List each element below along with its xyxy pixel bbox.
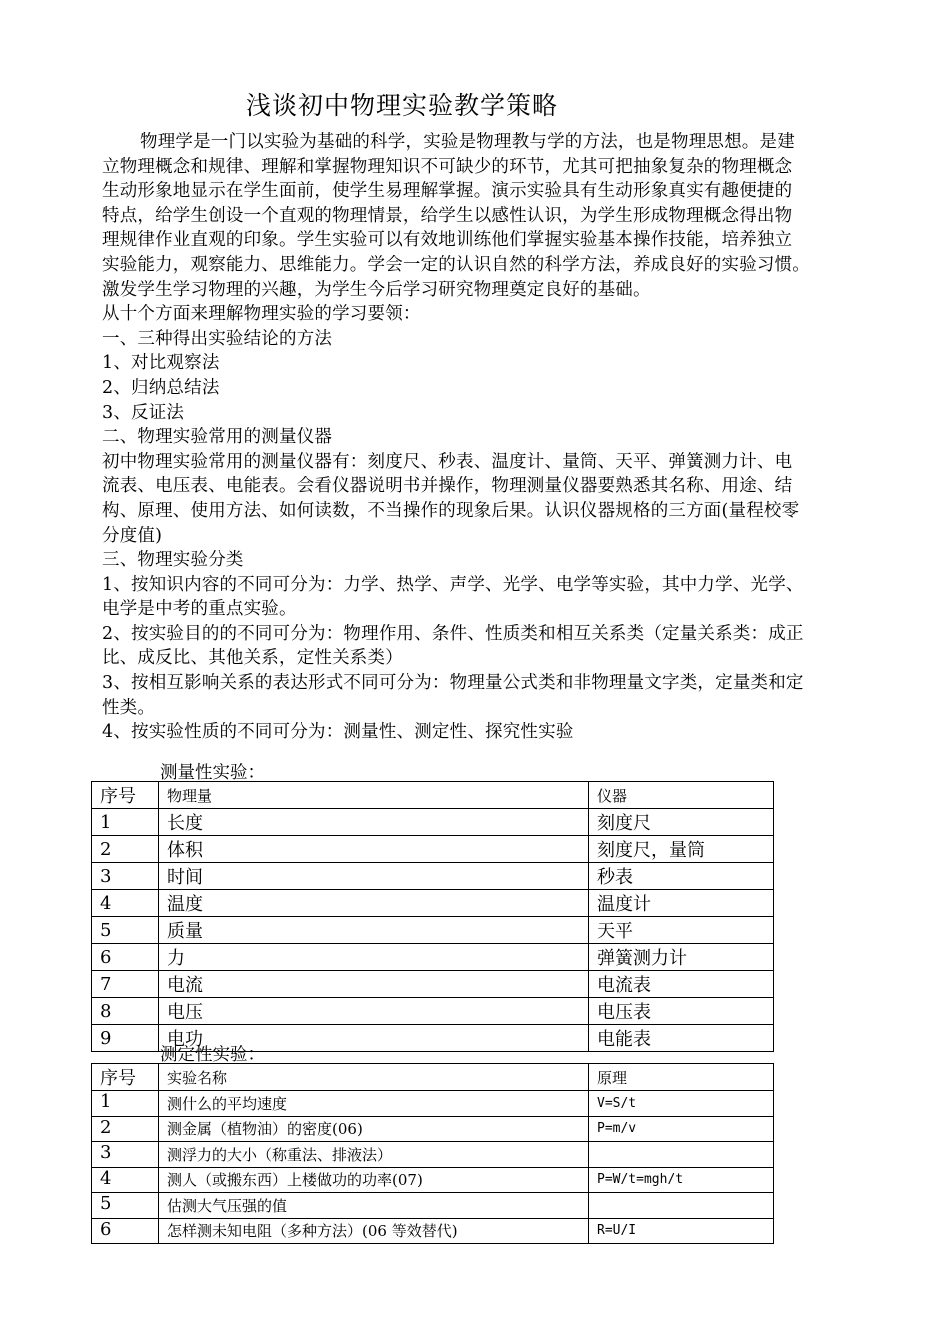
table-row xyxy=(92,998,774,1025)
formula-cell xyxy=(589,1193,774,1219)
formula-cell: P=W/t=mgh/t xyxy=(589,1167,774,1193)
header-cell: 物理量 xyxy=(159,782,589,809)
table-cell: 秒表 xyxy=(589,863,774,890)
formula-cell xyxy=(589,1142,774,1168)
intro-line: 物理学是一门以实验为基础的科学，实验是物理教与学的方法，也是物理思想。是建 xyxy=(140,132,795,152)
table-row xyxy=(92,863,774,890)
content-line: 初中物理实验常用的测量仪器有：刻度尺、秒表、温度计、量筒、天平、弹簧测力计、电 xyxy=(102,451,793,472)
table-cell: 3 xyxy=(92,863,159,890)
table-cell: 电功 xyxy=(159,1025,589,1052)
intro-line: 立物理概念和规律、理解和掌握物理知识不可缺少的环节，尤其可把抽象复杂的物理概念 xyxy=(102,156,793,177)
table-cell: 温度计 xyxy=(589,890,774,917)
header-cell: 实验名称 xyxy=(159,1064,589,1091)
table-cell: 7 xyxy=(92,971,159,998)
content-line: 构、原理、使用方法、如何读数，不当操作的现象后果。认识仪器规格的三方面(量程校零 xyxy=(102,500,800,521)
table-header-row xyxy=(92,782,774,809)
intro-line: 特点，给学生创设一个直观的物理情景，给学生以感性认识，为学生形成物理概念得出物 xyxy=(102,205,793,226)
list-item: 电学是中考的重点实验。 xyxy=(102,599,297,620)
list-item: 3、反证法 xyxy=(102,402,185,423)
table-cell: 2 xyxy=(92,1116,159,1142)
table-cell: 质量 xyxy=(159,917,589,944)
list-item: 4、按实验性质的不同可分为：测量性、测定性、探究性实验 xyxy=(102,722,574,743)
list-item: 性类。 xyxy=(102,697,156,718)
table-cell: 测人（或搬东西）上楼做功的功率(07) xyxy=(159,1167,589,1193)
table-cell: 测什么的平均速度 xyxy=(159,1091,589,1117)
determination-table xyxy=(91,1063,774,1244)
table-row xyxy=(92,1091,774,1117)
intro-line: 生动形象地显示在学生面前，使学生易理解掌握。演示实验具有生动形象真实有趣便捷的 xyxy=(102,181,793,202)
table-row xyxy=(92,836,774,863)
intro-line: 实验能力，观察能力、思维能力。学会一定的认识自然的科学方法，养成良好的实验习惯。 xyxy=(102,254,810,275)
table-cell: 电压表 xyxy=(589,998,774,1025)
table-cell: 5 xyxy=(92,1193,159,1219)
table-cell: 力 xyxy=(159,944,589,971)
table-cell: 1 xyxy=(92,1091,159,1117)
intro-line: 激发学生学习物理的兴趣，为学生今后学习研究物理奠定良好的基础。 xyxy=(102,279,651,300)
list-item: 1、对比观察法 xyxy=(102,353,220,374)
content-line: 从十个方面来理解物理实验的学习要领： xyxy=(102,304,421,325)
list-item: 3、按相互影响关系的表达形式不同可分为：物理量公式类和非物理量文字类，定量类和定 xyxy=(102,673,804,694)
table-cell: 3 xyxy=(92,1142,159,1168)
table-cell: 时间 xyxy=(159,863,589,890)
table-cell: 4 xyxy=(92,890,159,917)
list-item: 2、归纳总结法 xyxy=(102,377,220,398)
determination-table-caption: 测定性实验： xyxy=(160,1045,265,1065)
table-row xyxy=(92,809,774,836)
table-cell: 电压 xyxy=(159,998,589,1025)
table-cell: 8 xyxy=(92,998,159,1025)
table-cell: 2 xyxy=(92,836,159,863)
table-cell: 1 xyxy=(92,809,159,836)
measurement-table-caption: 测量性实验： xyxy=(160,763,265,783)
table-row xyxy=(92,1142,774,1168)
table-row xyxy=(92,944,774,971)
content-line: 分度值) xyxy=(102,525,163,546)
table-row xyxy=(92,917,774,944)
list-item: 2、按实验目的的不同可分为：物理作用、条件、性质类和相互关系类（定量关系类：成正 xyxy=(102,623,804,644)
table-cell: 电流表 xyxy=(589,971,774,998)
table-cell: 刻度尺 xyxy=(589,809,774,836)
document-title: 浅谈初中物理实验教学策略 xyxy=(246,91,559,120)
table-cell: 测金属（植物油）的密度(06) xyxy=(159,1116,589,1142)
table-cell: 4 xyxy=(92,1167,159,1193)
table-cell: 怎样测未知电阻（多种方法）(06 等效替代) xyxy=(159,1218,589,1244)
table-header-row xyxy=(92,1064,774,1091)
section-heading: 三、物理实验分类 xyxy=(102,550,244,571)
table-cell: 弹簧测力计 xyxy=(589,944,774,971)
intro-line: 理规律作业直观的印象。学生实验可以有效地训练他们掌握实验基本操作技能，培养独立 xyxy=(102,230,793,251)
table-cell: 长度 xyxy=(159,809,589,836)
header-cell: 原理 xyxy=(589,1064,774,1091)
table-cell: 6 xyxy=(92,1218,159,1244)
body-text xyxy=(102,130,854,745)
measurement-table xyxy=(91,781,774,1052)
table-cell: 温度 xyxy=(159,890,589,917)
header-cell: 仪器 xyxy=(589,782,774,809)
table-row xyxy=(92,1116,774,1142)
table-row xyxy=(92,1218,774,1244)
table-cell: 电流 xyxy=(159,971,589,998)
table-cell: 天平 xyxy=(589,917,774,944)
list-item: 1、按知识内容的不同可分为：力学、热学、声学、光学、电学等实验，其中力学、光学、 xyxy=(102,574,804,595)
table-cell: 估测大气压强的值 xyxy=(159,1193,589,1219)
table-row xyxy=(92,971,774,998)
table-cell: 刻度尺，量筒 xyxy=(589,836,774,863)
header-cell: 序号 xyxy=(92,782,159,809)
table-row xyxy=(92,890,774,917)
table-cell: 测浮力的大小（称重法、排液法） xyxy=(159,1142,589,1168)
content-line: 流表、电压表、电能表。会看仪器说明书并操作，物理测量仪器要熟悉其名称、用途、结 xyxy=(102,476,793,497)
table-cell: 9 xyxy=(92,1025,159,1052)
formula-cell: P=m/v xyxy=(589,1116,774,1142)
table-cell: 体积 xyxy=(159,836,589,863)
table-cell: 5 xyxy=(92,917,159,944)
formula-cell: R=U/I xyxy=(589,1218,774,1244)
table-row xyxy=(92,1193,774,1219)
table-cell: 6 xyxy=(92,944,159,971)
section-heading: 二、物理实验常用的测量仪器 xyxy=(102,427,333,448)
table-row xyxy=(92,1167,774,1193)
section-heading: 一、三种得出实验结论的方法 xyxy=(102,328,333,349)
formula-cell: V=S/t xyxy=(589,1091,774,1117)
list-item: 比、成反比、其他关系，定性关系类） xyxy=(102,648,403,669)
table-cell: 电能表 xyxy=(589,1025,774,1052)
header-cell: 序号 xyxy=(92,1064,159,1091)
